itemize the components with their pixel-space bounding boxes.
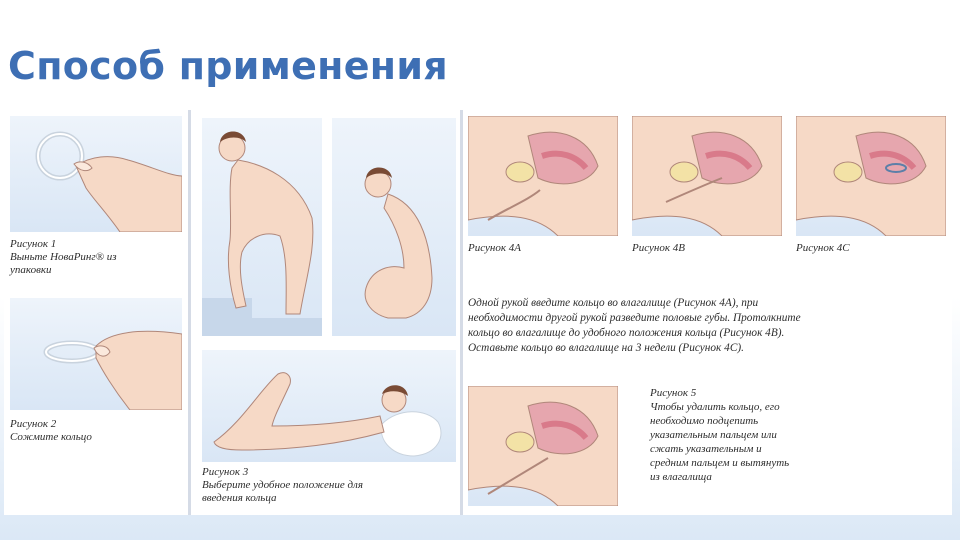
page-title: Способ применения <box>8 44 448 88</box>
caption-line: из влагалища <box>650 471 712 483</box>
instruction-line: кольцо во влагалище до удобного положения кольца (Рисунок 4В). <box>468 327 785 339</box>
caption-line: необходимо подцепить <box>650 415 759 427</box>
instruction-sheet <box>4 110 952 515</box>
caption-line: упаковки <box>10 264 52 276</box>
figure-4b-caption: Рисунок 4В <box>632 242 685 254</box>
hand-squeezing-ring-illustration <box>10 298 182 410</box>
caption-line: Рисунок 3 <box>202 466 249 478</box>
insertion-step-c-illustration <box>796 116 946 236</box>
figure-4b-image <box>632 116 782 236</box>
caption-line: Выберите удобное положение для <box>202 479 363 491</box>
woman-standing-illustration <box>202 118 322 336</box>
figure-2-image <box>10 298 182 410</box>
figure-4a-caption: Рисунок 4А <box>468 242 521 254</box>
lying-position-image <box>202 350 456 462</box>
caption-line: Рисунок 2 <box>10 418 57 430</box>
standing-position-image <box>202 118 322 336</box>
caption-line: введения кольца <box>202 492 277 504</box>
caption-line: Рисунок 5 <box>650 387 697 399</box>
insertion-instructions <box>468 296 801 356</box>
caption-line: Чтобы удалить кольцо, его <box>650 401 780 413</box>
figure-2-caption <box>10 418 92 444</box>
insertion-step-b-illustration <box>632 116 782 236</box>
squatting-position-image <box>332 118 456 336</box>
figure-3-caption <box>202 466 363 505</box>
ring-removal-illustration <box>468 386 618 506</box>
figure-5-caption <box>650 386 789 484</box>
figure-4c-caption: Рисунок 4С <box>796 242 850 254</box>
figure-4a-image <box>468 116 618 236</box>
instruction-line: Оставьте кольцо во влагалище на 3 недели (Рисунок 4С). <box>468 342 744 354</box>
instruction-line: необходимости другой рукой разведите половые губы. Протолкните <box>468 312 801 324</box>
instruction-line: Одной рукой введите кольцо во влагалище (Рисунок 4А), при <box>468 297 759 309</box>
caption-line: средним пальцем и вытянуть <box>650 457 790 469</box>
caption-line: Выньте НоваРинг® из <box>10 251 117 263</box>
figure-1-caption <box>10 238 117 277</box>
column-divider <box>188 110 191 515</box>
woman-lying-illustration <box>202 350 456 462</box>
caption-line: Рисунок 1 <box>10 238 57 250</box>
figure-4c-image <box>796 116 946 236</box>
caption-line: сжать указательным и <box>650 443 762 455</box>
insertion-step-a-illustration <box>468 116 618 236</box>
figure-5-image <box>468 386 618 506</box>
caption-line: Сожмите кольцо <box>10 431 92 443</box>
figure-1-image <box>10 116 182 232</box>
caption-line: указательным пальцем или <box>650 429 777 441</box>
hand-holding-ring-illustration <box>10 116 182 232</box>
column-divider <box>460 110 463 515</box>
woman-squatting-illustration <box>332 118 456 336</box>
